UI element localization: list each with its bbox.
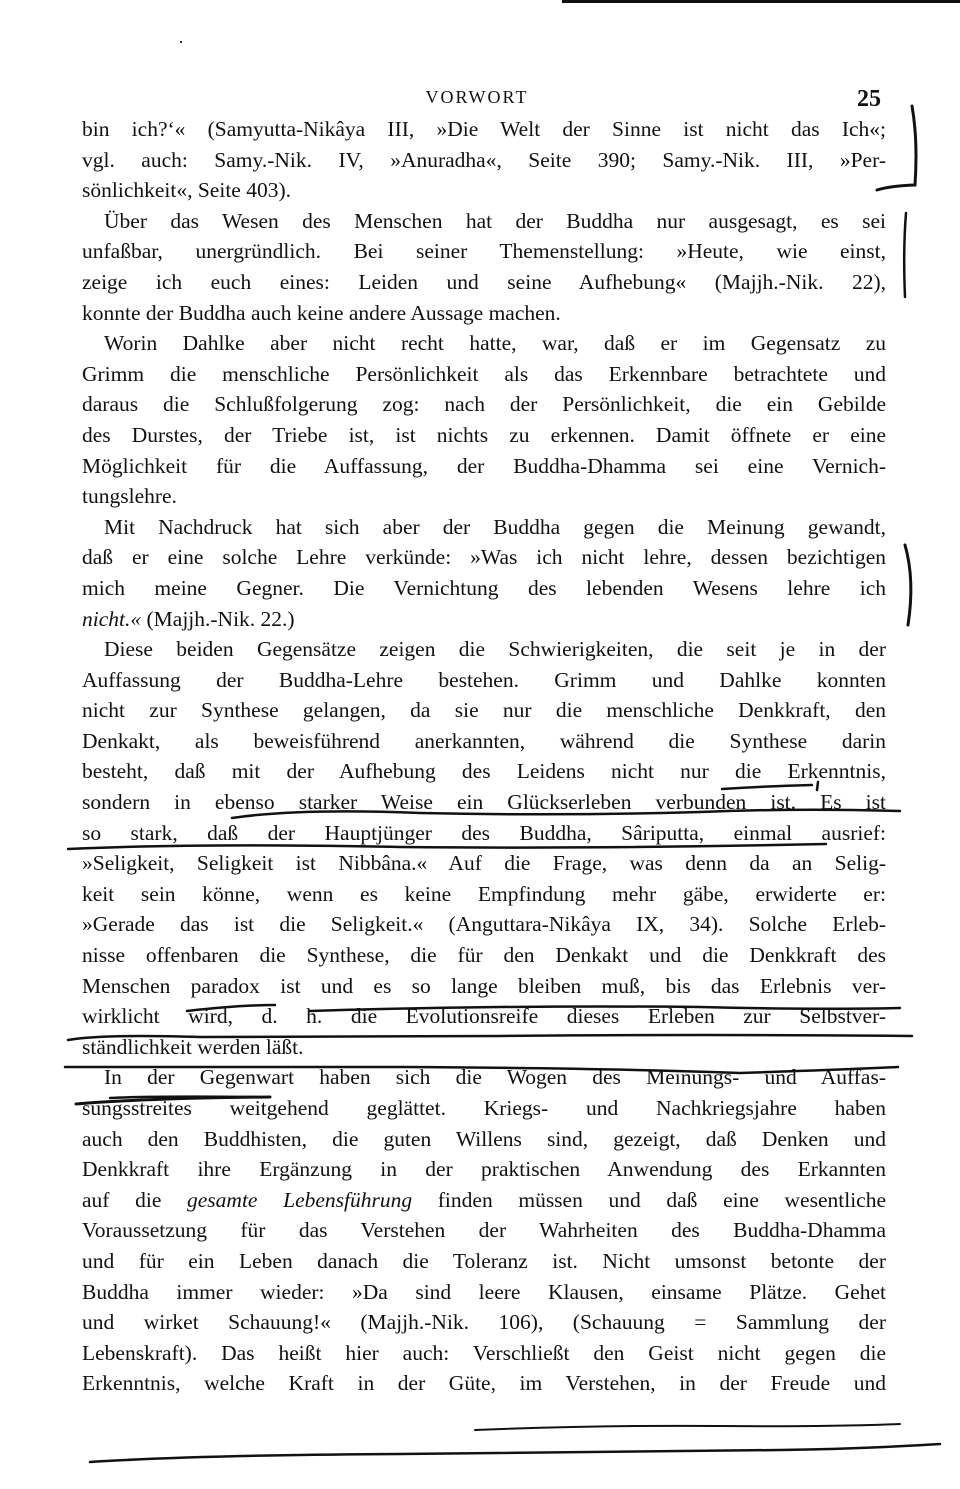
text-line: nisse offenbaren die Synthese, die für den Denkakt und die Denkkraft des bbox=[82, 943, 886, 968]
text-line: Worin Dahlke aber nicht recht hatte, war, daß er im Gegensatz zu bbox=[104, 331, 886, 356]
text-line: daß er eine solche Lehre verkünde: »Was ich nicht lehre, dessen bezichtigen bbox=[82, 545, 886, 570]
text-line: sönlichkeit«, Seite 403). bbox=[82, 178, 291, 203]
text-span: (Majjh.-Nik. 22.) bbox=[141, 606, 295, 631]
text-line: Denkakt, als beweisführend anerkannten, während die Synthese darin bbox=[82, 728, 886, 753]
scan-speck bbox=[180, 41, 182, 43]
italic-text: gesamte Lebensführung bbox=[187, 1187, 413, 1212]
text-line: vgl. auch: Samy.-Nik. IV, »Anuradha«, Seite 390; Samy.-Nik. III, »Per- bbox=[82, 147, 886, 172]
text-line: so stark, daß der Hauptjünger des Buddha, Sâriputta, einmal ausrief: bbox=[82, 820, 886, 845]
margin-bracket-icon bbox=[904, 213, 906, 297]
text-line bbox=[82, 604, 886, 635]
text-line: wirklicht wird, d. h. die Evolutionsreife dieses Erleben zur Selbstver- bbox=[82, 1004, 886, 1029]
text-line: daraus die Schlußfolgerung zog: nach der Persönlichkeit, die ein Gebilde bbox=[82, 392, 886, 417]
text-line: unfaßbar, unergründlich. Bei seiner Themenstellung: »Heute, wie einst, bbox=[82, 239, 886, 264]
text-line: sondern in ebenso starker Weise ein Glückserleben verbunden ist. Es ist bbox=[82, 790, 886, 815]
text-line: des Durstes, der Triebe ist, ist nichts zu erkennen. Damit öffnete er eine bbox=[82, 422, 886, 447]
page-number: 25 bbox=[857, 86, 881, 112]
text-line: besteht, daß mit der Aufhebung des Leidens nicht nur die Erkenntnis, bbox=[82, 759, 886, 784]
text-line: Diese beiden Gegensätze zeigen die Schwierigkeiten, die seit je in der bbox=[104, 637, 886, 662]
text-line: Erkenntnis, welche Kraft in der Güte, im Verstehen, in der Freude und bbox=[82, 1371, 886, 1396]
body-text bbox=[82, 114, 886, 1399]
text-line: Denkkraft ihre Ergänzung in der praktischen Anwendung des Erkannten bbox=[82, 1157, 886, 1182]
text-line: tungslehre. bbox=[82, 484, 177, 509]
pen-underline bbox=[90, 1444, 940, 1462]
text-line: nicht zur Synthese gelangen, da sie nur die menschliche Denkkraft, den bbox=[82, 698, 886, 723]
text-line: konnte der Buddha auch keine andere Aussage machen. bbox=[82, 300, 561, 325]
text-line: Mit Nachdruck hat sich aber der Buddha gegen die Meinung gewandt, bbox=[104, 514, 886, 539]
text-line: mich meine Gegner. Die Vernichtung des lebenden Wesens lehre ich bbox=[82, 575, 886, 600]
text-line: Menschen paradox ist und es so lange bleiben muß, bis das Erlebnis ver- bbox=[82, 973, 886, 998]
text-line: bin ich?‘« (Samyutta-Nikâya III, »Die Welt der Sinne ist nicht das Ich«; bbox=[82, 117, 886, 141]
text-line: auch den Buddhisten, die guten Willens sind, gezeigt, daß Denken und bbox=[82, 1126, 886, 1151]
text-line: Über das Wesen des Menschen hat der Buddha nur ausgesagt, es sei bbox=[104, 208, 886, 233]
text-line: keit sein könne, wenn es keine Empfindung mehr gäbe, erwiderte er: bbox=[82, 881, 886, 906]
text-line bbox=[82, 1185, 886, 1216]
text-span: finden müssen und daß eine wesentliche bbox=[412, 1187, 887, 1212]
text-line: Grimm die menschliche Persönlichkeit als das Erkennbare betrachtete und bbox=[82, 361, 886, 386]
text-line: ständlichkeit werden läßt. bbox=[82, 1034, 304, 1059]
running-head: VORWORT bbox=[425, 87, 529, 107]
text-line: Auffassung der Buddha-Lehre bestehen. Grimm und Dahlke konnten bbox=[82, 667, 886, 692]
text-line: und wirket Schauung!« (Majjh.-Nik. 106), (Schauung = Sammlung der bbox=[82, 1310, 886, 1335]
pen-underline bbox=[475, 1424, 900, 1430]
text-line: Buddha immer wieder: »Da sind leere Klausen, einsame Plätze. Gehet bbox=[82, 1279, 886, 1304]
text-line: Lebenskraft). Das heißt hier auch: Verschließt den Geist nicht gegen die bbox=[82, 1340, 886, 1365]
scan-edge-rule bbox=[562, 0, 960, 3]
margin-bracket-icon bbox=[905, 545, 911, 625]
text-line: und für ein Leben danach die Toleranz ist. Nicht umsonst betonte der bbox=[82, 1248, 886, 1273]
text-line: »Seligkeit, Seligkeit ist Nibbâna.« Auf die Frage, was denn da an Selig- bbox=[82, 851, 886, 876]
text-line: Voraussetzung für das Verstehen der Wahrheiten des Buddha-Dhamma bbox=[82, 1218, 886, 1243]
italic-text: nicht.« bbox=[82, 606, 142, 631]
text-line: Möglichkeit für die Auffassung, der Buddha-Dhamma sei eine Vernich- bbox=[82, 453, 886, 478]
text-line: zeige ich euch eines: Leiden und seine Aufhebung« (Majjh.-Nik. 22), bbox=[82, 269, 886, 294]
text-span: auf die bbox=[82, 1187, 188, 1212]
text-line: In der Gegenwart haben sich die Wogen des Meinungs- und Auffas- bbox=[104, 1065, 886, 1090]
text-line: sungsstreites weitgehend geglättet. Kriegs- und Nachkriegsjahre haben bbox=[82, 1096, 886, 1120]
text-line: »Gerade das ist die Seligkeit.« (Anguttara-Nikâya IX, 34). Solche Erleb- bbox=[82, 912, 886, 937]
